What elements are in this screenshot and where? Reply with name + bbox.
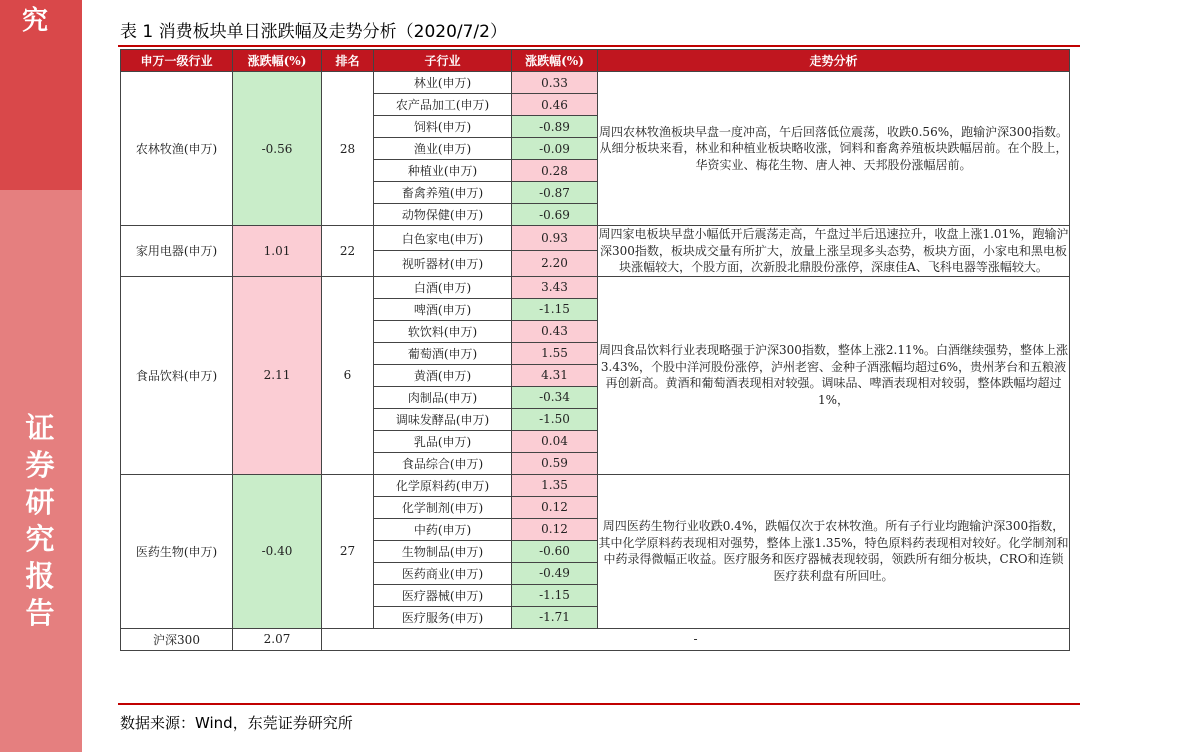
industry-change: -0.40 bbox=[233, 474, 322, 628]
sub-industry-name: 动物保健(申万) bbox=[374, 204, 512, 226]
sub-industry-change: 0.12 bbox=[512, 518, 598, 540]
industry-name: 医药生物(申万) bbox=[121, 474, 233, 628]
table-row bbox=[121, 474, 1070, 496]
sub-industry-change: -1.50 bbox=[512, 408, 598, 430]
industry-change: 1.01 bbox=[233, 226, 322, 277]
header-industry: 申万一级行业 bbox=[121, 50, 233, 72]
sub-industry-name: 化学制剂(申万) bbox=[374, 496, 512, 518]
sidebar-char: 研 bbox=[25, 485, 55, 519]
sub-industry-change: -0.89 bbox=[512, 116, 598, 138]
bottom-rule bbox=[118, 703, 1080, 705]
sidebar-top-glyph: 究 bbox=[22, 6, 49, 36]
sub-industry-name: 医疗器械(申万) bbox=[374, 584, 512, 606]
sub-industry-name: 调味发酵品(申万) bbox=[374, 408, 512, 430]
industry-table bbox=[120, 49, 1070, 651]
sub-industry-name: 乳品(申万) bbox=[374, 430, 512, 452]
sub-industry-name: 种植业(申万) bbox=[374, 160, 512, 182]
sub-industry-change: 0.04 bbox=[512, 430, 598, 452]
sub-industry-name: 医疗服务(申万) bbox=[374, 606, 512, 628]
header-sub-change: 涨跌幅(%) bbox=[512, 50, 598, 72]
sub-industry-name: 白色家电(申万) bbox=[374, 226, 512, 251]
header-sub-industry: 子行业 bbox=[374, 50, 512, 72]
sidebar-char: 告 bbox=[25, 596, 55, 630]
industry-rank: 27 bbox=[322, 474, 374, 628]
header-rank: 排名 bbox=[322, 50, 374, 72]
sub-industry-change: 0.33 bbox=[512, 72, 598, 94]
sub-industry-change: 0.28 bbox=[512, 160, 598, 182]
sub-industry-change: -0.49 bbox=[512, 562, 598, 584]
table-title: 表 1 消费板块单日涨跌幅及走势分析（2020/7/2） bbox=[120, 22, 507, 42]
benchmark-change: 2.07 bbox=[233, 628, 322, 650]
header-change: 涨跌幅(%) bbox=[233, 50, 322, 72]
sidebar-label bbox=[16, 410, 64, 632]
sub-industry-change: 0.12 bbox=[512, 496, 598, 518]
sub-industry-change: -0.69 bbox=[512, 204, 598, 226]
trend-analysis: 周四农林牧渔板块早盘一度冲高，午后回落低位震荡，收跌0.56%，跑输沪深300指数。从细分板块来看，林业和种植业板块略收涨，饲料和畜禽养殖板块跌幅居前。在个股上，华资实业、梅花生物、唐人神、天邦股份涨幅居前。 bbox=[598, 72, 1070, 226]
sidebar-char: 券 bbox=[25, 448, 55, 482]
industry-name: 农林牧渔(申万) bbox=[121, 72, 233, 226]
industry-rank: 28 bbox=[322, 72, 374, 226]
sub-industry-name: 食品综合(申万) bbox=[374, 452, 512, 474]
sub-industry-change: -1.15 bbox=[512, 298, 598, 320]
sub-industry-change: 4.31 bbox=[512, 364, 598, 386]
sub-industry-name: 葡萄酒(申万) bbox=[374, 342, 512, 364]
sidebar-char: 报 bbox=[25, 559, 55, 593]
sub-industry-change: -0.60 bbox=[512, 540, 598, 562]
benchmark-row bbox=[121, 628, 1070, 650]
sub-industry-name: 生物制品(申万) bbox=[374, 540, 512, 562]
top-rule bbox=[118, 45, 1080, 47]
sub-industry-name: 农产品加工(申万) bbox=[374, 94, 512, 116]
header-analysis: 走势分析 bbox=[598, 50, 1070, 72]
sub-industry-name: 化学原料药(申万) bbox=[374, 474, 512, 496]
benchmark-rest: - bbox=[322, 628, 1070, 650]
sub-industry-name: 视听器材(申万) bbox=[374, 251, 512, 276]
sub-industry-change: 1.55 bbox=[512, 342, 598, 364]
sub-industry-change: 0.59 bbox=[512, 452, 598, 474]
table-row bbox=[121, 276, 1070, 298]
sub-industry-change: 0.46 bbox=[512, 94, 598, 116]
trend-analysis: 周四家电板块早盘小幅低开后震荡走高，午盘过半后迅速拉升，收盘上涨1.01%，跑输沪深300指数，板块成交量有所扩大，放量上涨呈现多头态势，板块方面，小家电和黑电板块涨幅较大，个股方面，次新股北鼎股份涨停，深康佳A、飞科电器等涨幅较大。 bbox=[598, 227, 1069, 274]
sub-industry-change: -1.71 bbox=[512, 606, 598, 628]
sub-industry-name: 医药商业(申万) bbox=[374, 562, 512, 584]
table-row bbox=[121, 226, 1070, 251]
industry-rank: 6 bbox=[322, 276, 374, 474]
sidebar-char: 证 bbox=[25, 411, 55, 445]
sidebar bbox=[0, 0, 82, 752]
sub-industry-name: 黄酒(申万) bbox=[374, 364, 512, 386]
industry-change: -0.56 bbox=[233, 72, 322, 226]
sub-industry-name: 软饮料(申万) bbox=[374, 320, 512, 342]
sub-industry-change: 3.43 bbox=[512, 276, 598, 298]
header-row bbox=[121, 50, 1070, 72]
sub-industry-change: 0.43 bbox=[512, 320, 598, 342]
benchmark-label: 沪深300 bbox=[121, 628, 233, 650]
sub-industry-change: 2.20 bbox=[512, 251, 598, 276]
sub-industry-name: 饲料(申万) bbox=[374, 116, 512, 138]
trend-analysis: 周四医药生物行业收跌0.4%，跌幅仅次于农林牧渔。所有子行业均跑输沪深300指数，其中化学原料药表现相对强势，整体上涨1.35%，特色原料药表现相对较好。化学制剂和中药录得微幅正收益。医疗服务和医疗器械表现较弱，领跌所有细分板块，CRO和连锁医疗获利盘有所回吐。 bbox=[598, 474, 1070, 628]
sub-industry-change: -0.09 bbox=[512, 138, 598, 160]
sub-industry-change: 0.93 bbox=[512, 226, 598, 251]
industry-name: 家用电器(申万) bbox=[121, 226, 233, 277]
sub-industry-change: -0.34 bbox=[512, 386, 598, 408]
sub-industry-name: 肉制品(申万) bbox=[374, 386, 512, 408]
industry-rank: 22 bbox=[322, 226, 374, 277]
sub-industry-change: 1.35 bbox=[512, 474, 598, 496]
industry-change: 2.11 bbox=[233, 276, 322, 474]
sub-industry-name: 白酒(申万) bbox=[374, 276, 512, 298]
table-row bbox=[121, 72, 1070, 94]
industry-name: 食品饮料(申万) bbox=[121, 276, 233, 474]
sidebar-top-block bbox=[0, 0, 82, 190]
sub-industry-change: -1.15 bbox=[512, 584, 598, 606]
sub-industry-name: 林业(申万) bbox=[374, 72, 512, 94]
sub-industry-name: 畜禽养殖(申万) bbox=[374, 182, 512, 204]
trend-analysis: 周四食品饮料行业表现略强于沪深300指数，整体上涨2.11%。白酒继续强势，整体上涨3.43%，个股中洋河股份涨停，泸州老窖、金种子酒涨幅均超过6%，贵州茅台和五粮液再创新高。黄酒和葡萄酒表现相对较强。调味品、啤酒表现相对较弱，整体跌幅均超过1%， bbox=[598, 276, 1070, 474]
sidebar-char: 究 bbox=[25, 522, 55, 556]
sub-industry-name: 中药(申万) bbox=[374, 518, 512, 540]
sub-industry-name: 渔业(申万) bbox=[374, 138, 512, 160]
sub-industry-change: -0.87 bbox=[512, 182, 598, 204]
data-source: 数据来源：Wind，东莞证券研究所 bbox=[120, 714, 353, 732]
sub-industry-name: 啤酒(申万) bbox=[374, 298, 512, 320]
